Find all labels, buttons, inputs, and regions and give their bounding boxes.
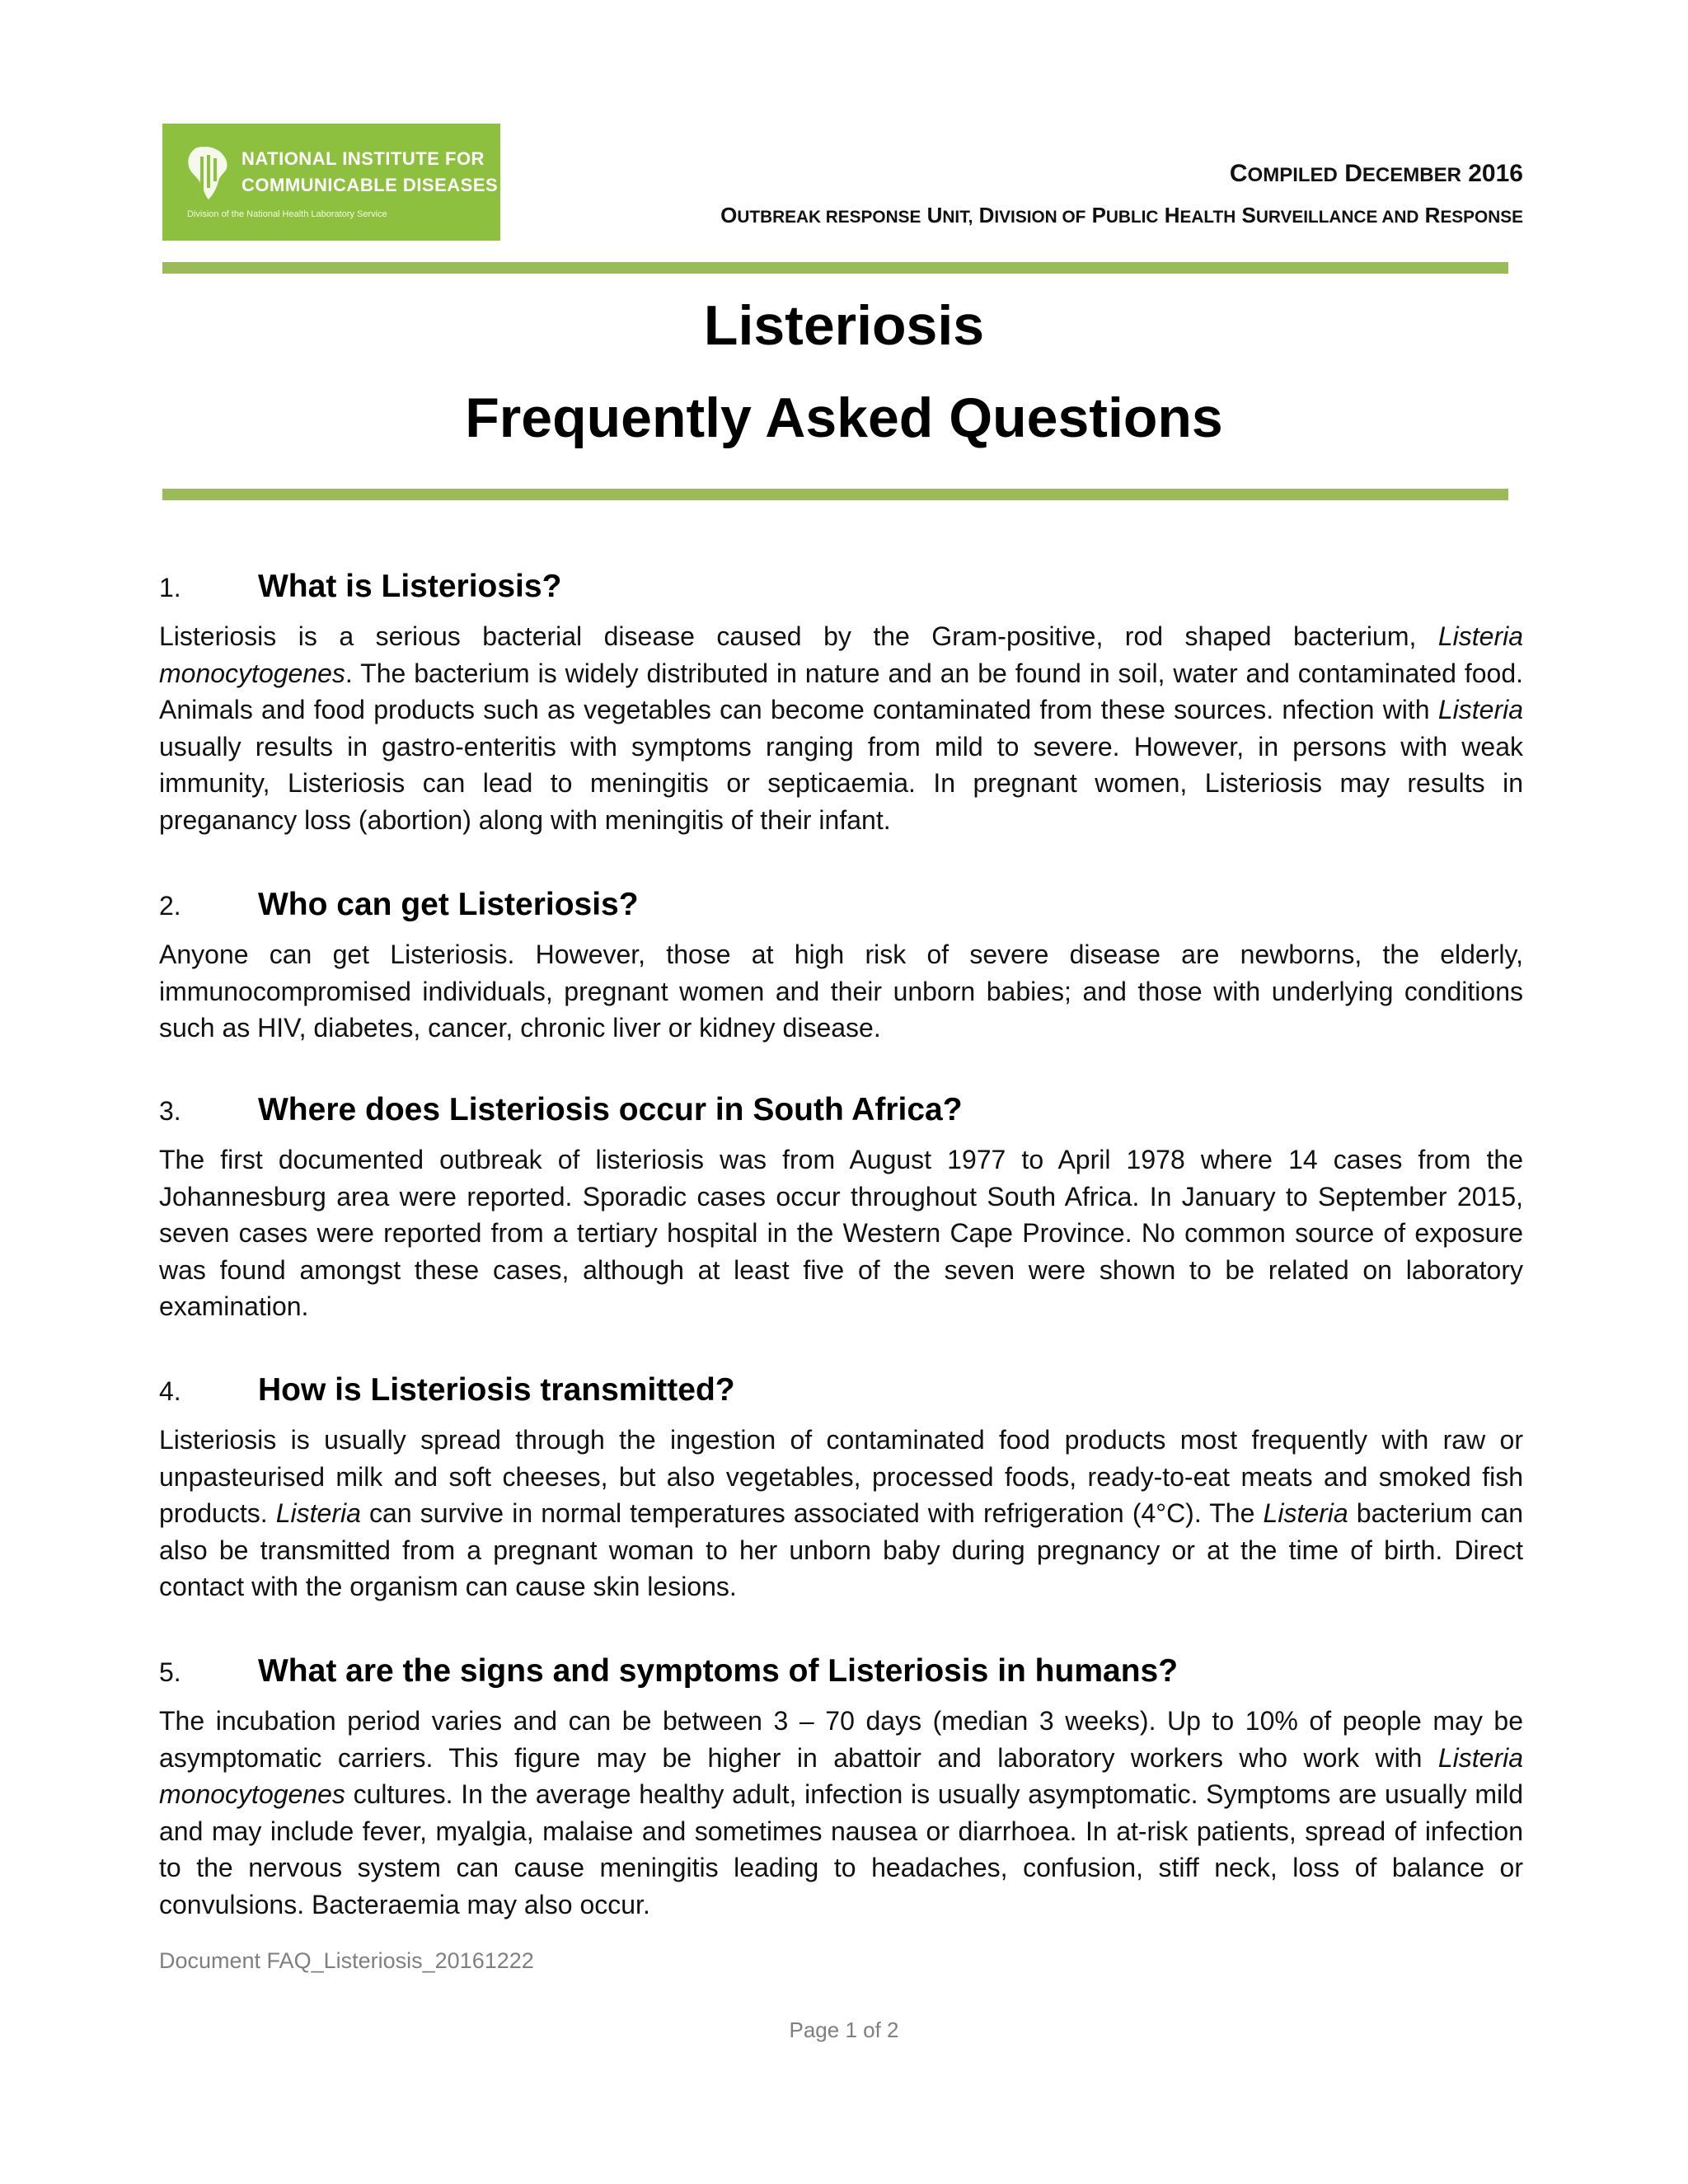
- faq-answer: Anyone can get Listeriosis. However, those at high risk of severe disease are newborns, the elderly, immunocompromised individuals, pregnant women and their unborn babies; and those with underlying conditions such as HIV, diabetes, cancer, chronic liver or kidney disease.: [159, 940, 1523, 1043]
- faq-question: Where does Listeriosis occur in South Africa?: [258, 1092, 963, 1127]
- document-id: Document FAQ_Listeriosis_20161222: [159, 1948, 534, 1973]
- faq-question: What is Listeriosis?: [258, 569, 562, 604]
- logo-line-1: NATIONAL INSTITUTE FOR: [241, 148, 485, 169]
- faq-answer: Listeriosis is a serious bacterial disease caused by the Gram-positive, rod shaped bacterium, Listeria monocytogenes. The bacterium is widely distributed in nature and an be found in soil, water and contaminated food. Animals and food products such as vegetables can become contaminated from these sources. nfection with Listeria usually results in gastro-enteritis with symptoms ranging from mild to severe. However, in persons with weak immunity, Listeriosis can lead to meningitis or septicaemia. In pregnant women, Listeriosis may results in preganancy loss (abortion) along with meningitis of their infant.: [159, 621, 1523, 835]
- faq-heading: [159, 1372, 1523, 1422]
- africa-map-icon: [184, 145, 230, 203]
- faq-heading: [159, 1092, 1523, 1141]
- faq-number: 1.: [159, 573, 181, 602]
- faq-number: 4.: [159, 1376, 181, 1406]
- page-subtitle: Frequently Asked Questions: [465, 387, 1223, 449]
- logo-line-2: COMMUNICABLE DISEASES: [241, 175, 499, 195]
- bottom-divider: [162, 489, 1508, 500]
- unit-line: OUTBREAK RESPONSE UNIT, DIVISION OF PUBLIC HEALTH SURVEILLANCE AND RESPONSE: [720, 203, 1523, 227]
- faq-item: [159, 887, 1523, 1047]
- faq-answer: The first documented outbreak of listeriosis was from August 1977 to April 1978 where 14 cases from the Johannesburg area were reported. Sporadic cases occur throughout South Africa. In January to September 2015, seven cases were reported from a tertiary hospital in the Western Cape Province. No common source of exposure was found amongst these cases, although at least five of the seven were shown to be related on laboratory examination.: [159, 1145, 1523, 1321]
- faq-item: [159, 1653, 1523, 1923]
- faq-heading: [159, 1653, 1523, 1703]
- faq-item: [159, 569, 1523, 838]
- faq-heading: [159, 569, 1523, 618]
- compiled-date: COMPILED DECEMBER 2016: [1229, 160, 1523, 187]
- faq-answer: The incubation period varies and can be between 3 – 70 days (median 3 weeks). Up to 10% of people may be asymptomatic carriers. This figure may be higher in abattoir and laboratory workers who work with Listeria monocytogenes cultures. In the average healthy adult, infection is usually asymptomatic. Symptoms are usually mild and may include fever, myalgia, malaise and sometimes nausea or diarrhoea. In at-risk patients, spread of infection to the nervous system can cause meningitis leading to headaches, confusion, stiff neck, loss of balance or convulsions. Bacteraemia may also occur.: [159, 1706, 1523, 1919]
- faq-number: 3.: [159, 1096, 181, 1126]
- faq-item: [159, 1372, 1523, 1605]
- faq-question: Who can get Listeriosis?: [258, 887, 639, 922]
- faq-heading: [159, 887, 1523, 936]
- faq-answer: Listeriosis is usually spread through the ingestion of contaminated food products most frequently with raw or unpasteurised milk and soft cheeses, but also vegetables, processed foods, ready-to-eat meats and smoked fish products. Listeria can survive in normal temperatures associated with refrigeration (4°C). The Listeria bacterium can also be transmitted from a pregnant woman to her unborn baby during pregnancy or at the time of birth. Direct contact with the organism can cause skin lesions.: [159, 1425, 1524, 1601]
- page-title: Listeriosis: [703, 294, 985, 357]
- nicd-logo: [162, 124, 500, 241]
- faq-question: How is Listeriosis transmitted?: [258, 1372, 735, 1408]
- faq-question: What are the signs and symptoms of Listeriosis in humans?: [258, 1653, 1179, 1689]
- faq-number: 5.: [159, 1657, 181, 1687]
- logo-line-3: Division of the National Health Laboratory Service: [187, 209, 387, 219]
- faq-item: [159, 1092, 1523, 1325]
- page-number: Page 1 of 2: [789, 2018, 899, 2042]
- faq-number: 2.: [159, 891, 181, 921]
- top-divider: [162, 262, 1508, 274]
